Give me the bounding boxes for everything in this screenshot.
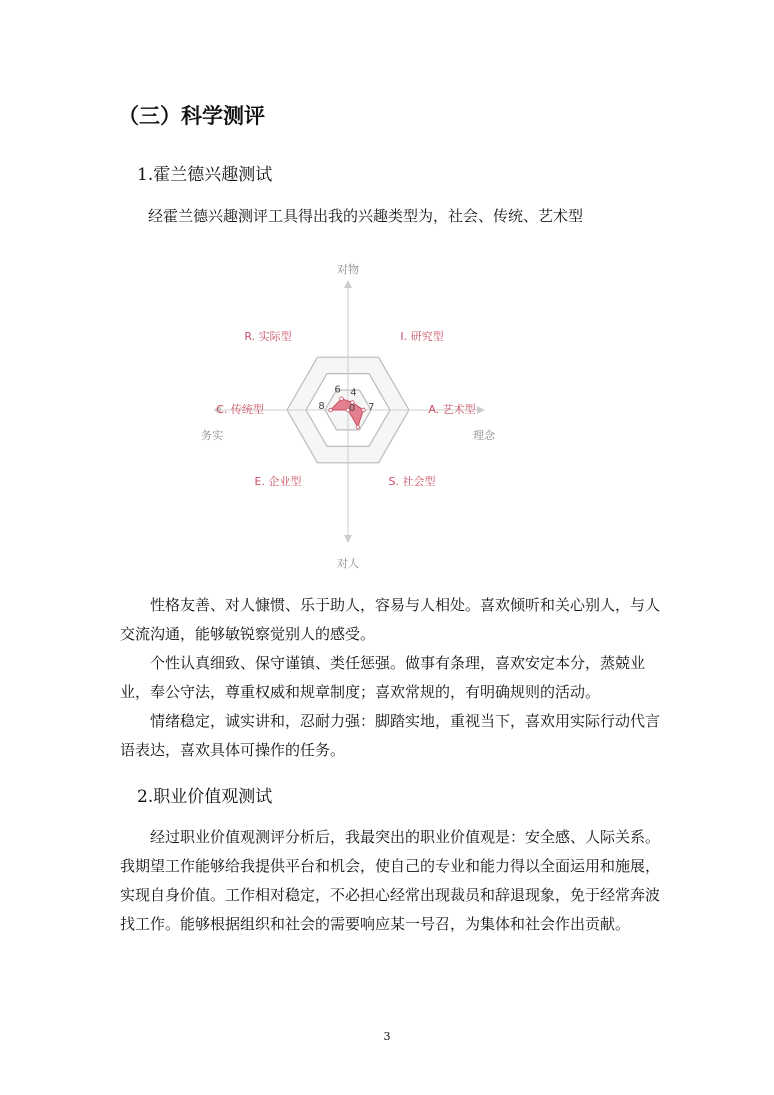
section-title: （三）科学测评 <box>118 104 265 128</box>
axis-label-left: 务实 <box>201 429 223 442</box>
radar-value-label-0: 6 <box>334 384 341 396</box>
holland-paragraph-1: 性格友善、对人慷惯、乐于助人，容易与人相处。喜欢倾听和关心别人，与人交流沟通，能够敏锐察觉别人的感受。 <box>120 596 661 643</box>
holland-paragraph-2: 个性认真细致、保守谨镇、类任惩强。做事有条理，喜欢安定本分，蒸兢业业，奉公守法，尊重权威和规章制度；喜欢常规的，有明确规则的活动。 <box>120 654 646 701</box>
holland-paragraph-3: 情绪稳定，诚实讲和，忍耐力强：脚踏实地，重视当下，喜欢用实际行动代言语表达，喜欢具体可操作的任务。 <box>120 712 661 759</box>
category-label-2: A. 艺术型 <box>428 403 476 416</box>
holland-heading: 1.霍兰德兴趣测试 <box>137 165 273 185</box>
values-heading: 2.职业价值观测试 <box>137 787 273 807</box>
category-label-5: C. 传统型 <box>216 403 264 416</box>
radar-point-5 <box>329 408 333 412</box>
radar-value-label-1: 4 <box>350 387 357 399</box>
page-number: 3 <box>383 1030 391 1043</box>
holland-intro: 经霍兰德兴趣测评工具得出我的兴趣类型为，社会、传统、艺术型 <box>148 207 584 225</box>
radar-point-3 <box>356 425 360 429</box>
axis-arrow-top <box>344 280 352 288</box>
radar-point-2 <box>362 408 366 412</box>
category-label-1: I. 研究型 <box>400 330 444 343</box>
axis-arrow-bottom <box>344 535 352 543</box>
axis-label-top: 对物 <box>337 263 359 276</box>
radar-value-label-2: 7 <box>368 402 375 413</box>
radar-point-0 <box>340 397 344 401</box>
axis-label-bottom: 对人 <box>337 557 359 570</box>
category-label-4: E. 企业型 <box>254 475 302 488</box>
category-label-0: R. 实际型 <box>244 330 292 343</box>
values-paragraph: 经过职业价值观测评分析后，我最突出的职业价值观是：安全感、人际关系。我期望工作能够给我提供平台和机会，使自己的专业和能力得以全面运用和施展，实现自身价值。工作相对稳定，不必担心经常出现裁员和辞退现象，免于经常奔波找工作。能够根据组织和社会的需要响应某一号召，为集体和社会作出贡献。 <box>120 828 661 933</box>
category-label-3: S. 社会型 <box>388 475 436 488</box>
radar-value-label-5: 8 <box>318 401 325 412</box>
axis-label-right: 理念 <box>473 429 495 442</box>
radar-value-label-4: 0 <box>348 403 356 414</box>
holland-radar-chart <box>190 258 510 573</box>
axis-arrow-right <box>477 406 485 414</box>
